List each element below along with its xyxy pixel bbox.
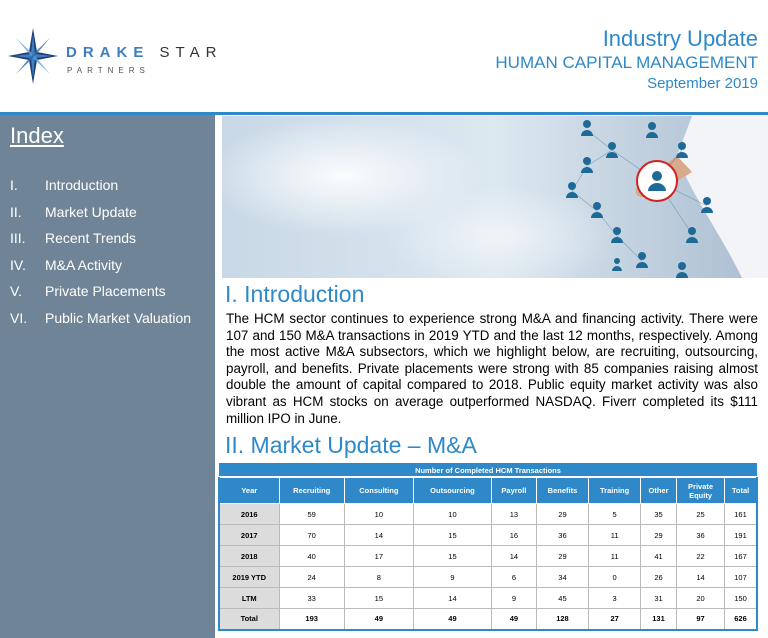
brand-subtitle: PARTNERS [67, 66, 150, 75]
row-label-cell: LTM [219, 588, 279, 609]
table-cell: 10 [413, 504, 491, 525]
brand-name-bold: DRAKE [66, 44, 150, 61]
index-item-label: Public Market Valuation [45, 309, 192, 326]
table-cell: 11 [589, 546, 641, 567]
table-cell: 36 [677, 525, 725, 546]
table-cell: 29 [536, 504, 589, 525]
column-header: Outsourcing [413, 478, 491, 504]
index-title: Index [10, 123, 64, 148]
table-cell: 128 [536, 609, 589, 630]
star-logo-icon [8, 28, 58, 84]
table-cell: 0 [589, 567, 641, 588]
report-title: Industry Update [602, 26, 758, 51]
table-row [219, 588, 757, 609]
table-cell: 14 [344, 525, 413, 546]
table-cell: 161 [725, 504, 757, 525]
table-cell: 49 [413, 609, 491, 630]
index-item-number: VI. [10, 309, 28, 326]
index-item-recent-trends[interactable] [10, 230, 191, 257]
table-row [219, 567, 757, 588]
table-cell: 31 [641, 588, 677, 609]
index-item-label: Introduction [45, 177, 119, 193]
index-item-label: Private Placements [45, 283, 166, 299]
column-header: Training [589, 478, 641, 504]
index-sidebar [0, 115, 215, 638]
report-heading [495, 26, 758, 94]
table-cell: 8 [344, 567, 413, 588]
table-cell: 13 [492, 504, 537, 525]
column-header: Year [219, 478, 279, 504]
table-cell: 17 [344, 546, 413, 567]
market-update-heading: II. Market Update – M&A [225, 432, 477, 458]
index-item-public-market-valuation[interactable] [10, 310, 191, 337]
table-cell: 34 [536, 567, 589, 588]
table-cell: 36 [536, 525, 589, 546]
row-label-cell: 2017 [219, 525, 279, 546]
table-cell: 16 [492, 525, 537, 546]
column-header: Private Equity [677, 478, 725, 504]
table-cell: 33 [279, 588, 344, 609]
table-cell: 131 [641, 609, 677, 630]
table-row [219, 525, 757, 546]
index-item-market-update[interactable] [10, 204, 191, 231]
transactions-table [218, 462, 758, 631]
column-header: Payroll [492, 478, 537, 504]
brand-name-light: STAR [159, 44, 223, 61]
row-label-cell: Total [219, 609, 279, 630]
index-item-private-placements[interactable] [10, 283, 191, 310]
index-item-number: II. [10, 203, 22, 220]
brand-name [66, 44, 222, 61]
table-cell: 70 [279, 525, 344, 546]
table-cell: 29 [536, 546, 589, 567]
table-row [219, 546, 757, 567]
column-header: Total [725, 478, 757, 504]
row-label-cell: 2018 [219, 546, 279, 567]
table-cell: 167 [725, 546, 757, 567]
introduction-heading: I. Introduction [225, 281, 365, 307]
table-cell: 150 [725, 588, 757, 609]
table-cell: 3 [589, 588, 641, 609]
hero-image [222, 116, 768, 278]
table-cell: 107 [725, 567, 757, 588]
page-header [0, 0, 768, 112]
table-cell: 11 [589, 525, 641, 546]
index-item-number: III. [10, 230, 26, 246]
table-cell: 626 [725, 609, 757, 630]
table-cell: 20 [677, 588, 725, 609]
table-cell: 9 [413, 567, 491, 588]
report-subtitle: HUMAN CAPITAL MANAGEMENT [495, 53, 758, 72]
transactions-grid [218, 477, 758, 631]
row-label-cell: 2019 YTD [219, 567, 279, 588]
index-item-label: M&A Activity [45, 256, 123, 273]
index-item-introduction[interactable] [10, 177, 191, 204]
table-cell: 59 [279, 504, 344, 525]
table-cell: 9 [492, 588, 537, 609]
table-cell: 6 [492, 567, 537, 588]
table-cell: 49 [344, 609, 413, 630]
table-cell: 10 [344, 504, 413, 525]
table-cell: 15 [413, 525, 491, 546]
table-cell: 26 [641, 567, 677, 588]
table-cell: 24 [279, 567, 344, 588]
column-header: Recruiting [279, 478, 344, 504]
table-cell: 191 [725, 525, 757, 546]
table-cell: 29 [641, 525, 677, 546]
table-cell: 193 [279, 609, 344, 630]
column-header: Other [641, 478, 677, 504]
table-cell: 41 [641, 546, 677, 567]
index-list [10, 177, 191, 336]
table-cell: 45 [536, 588, 589, 609]
table-cell: 22 [677, 546, 725, 567]
column-header: Consulting [344, 478, 413, 504]
table-cell: 35 [641, 504, 677, 525]
table-cell: 27 [589, 609, 641, 630]
table-cell: 25 [677, 504, 725, 525]
table-cell: 49 [492, 609, 537, 630]
table-cell: 40 [279, 546, 344, 567]
table-cell: 14 [413, 588, 491, 609]
index-item-label: Market Update [45, 203, 137, 220]
table-row [219, 504, 757, 525]
table-caption: Number of Completed HCM Transactions [218, 462, 758, 477]
table-row [219, 609, 757, 630]
table-cell: 14 [492, 546, 537, 567]
table-cell: 97 [677, 609, 725, 630]
column-header: Benefits [536, 478, 589, 504]
table-cell: 5 [589, 504, 641, 525]
index-item-ma-activity[interactable] [10, 257, 191, 284]
table-cell: 15 [344, 588, 413, 609]
table-cell: 14 [677, 567, 725, 588]
introduction-paragraph: The HCM sector continues to experience strong M&A and financing activity. There were 107 and 150 M&A transactions in 2019 YTD and the last 12 months, respectively. Among the most active M&A subsectors, which we highlight below, are recruiting, outsourcing, payroll, and benefits. Private placements were strong with 85 companies raising almost double the amount of capital compared to 2018. Public equity market activity was also vibrant as HCM stocks on average outperformed NASDAQ. Fiverr completed its $111 million IPO in June. [226, 311, 758, 426]
people-network-illustration [222, 116, 768, 278]
report-date: September 2019 [647, 75, 758, 92]
row-label-cell: 2016 [219, 504, 279, 525]
index-item-number: V. [10, 283, 22, 299]
table-body [219, 504, 757, 630]
index-item-number: IV. [10, 256, 26, 273]
index-item-number: I. [10, 177, 18, 193]
table-cell: 15 [413, 546, 491, 567]
index-item-label: Recent Trends [45, 230, 137, 246]
table-header-row [219, 478, 757, 504]
